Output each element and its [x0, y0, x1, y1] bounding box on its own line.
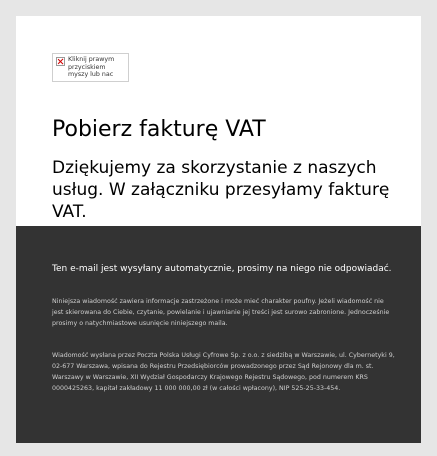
company-information: Wiadomość wysłana przez Poczta Polska Usługi Cyfrowe Sp. z o.o. z siedzibą w Warszawie, ul. Cybernetyki 9, 02-677 Warszawa, wpisana do Rejestru Przedsiębiorców prowadzonego przez Sąd Rejonowy dla m. st. Warszawy w Warszawie, XII Wydział Gospodarczy Krajowego Rejestru Sądowego, pod numerem KRS 0000425263, kapitał zakładowy 11 000 000,00 zł (w całości wpłacony), NIP 525-25-33-454.: [52, 352, 395, 392]
logo-image-placeholder[interactable]: [52, 53, 129, 82]
email-intro-text: Dziękujemy za skorzystanie z naszych usług. W załączniku przesyłamy fakturę VAT.: [52, 158, 390, 222]
email-headline: Pobierz fakturę VAT: [52, 117, 266, 142]
confidentiality-notice: Niniejsza wiadomość zawiera informacje zastrzeżone i może mieć charakter poufny. Jeżeli wiadomość nie jest skierowana do Ciebie, czytanie, powielanie i ujawnianie jej treści jest surowo zabronione. Jednocześnie prosimy o natychmiastowe usunięcie niniejszego maila.: [52, 298, 390, 327]
logo-alt-text: Kliknij prawym przyciskiem myszy lub nac: [68, 56, 115, 78]
email-body: [16, 16, 421, 443]
auto-email-notice: Ten e-mail jest wysyłany automatycznie, prosimy na niego nie odpowiadać.: [52, 264, 392, 274]
broken-image-icon: [56, 57, 65, 66]
email-footer: [16, 226, 421, 443]
